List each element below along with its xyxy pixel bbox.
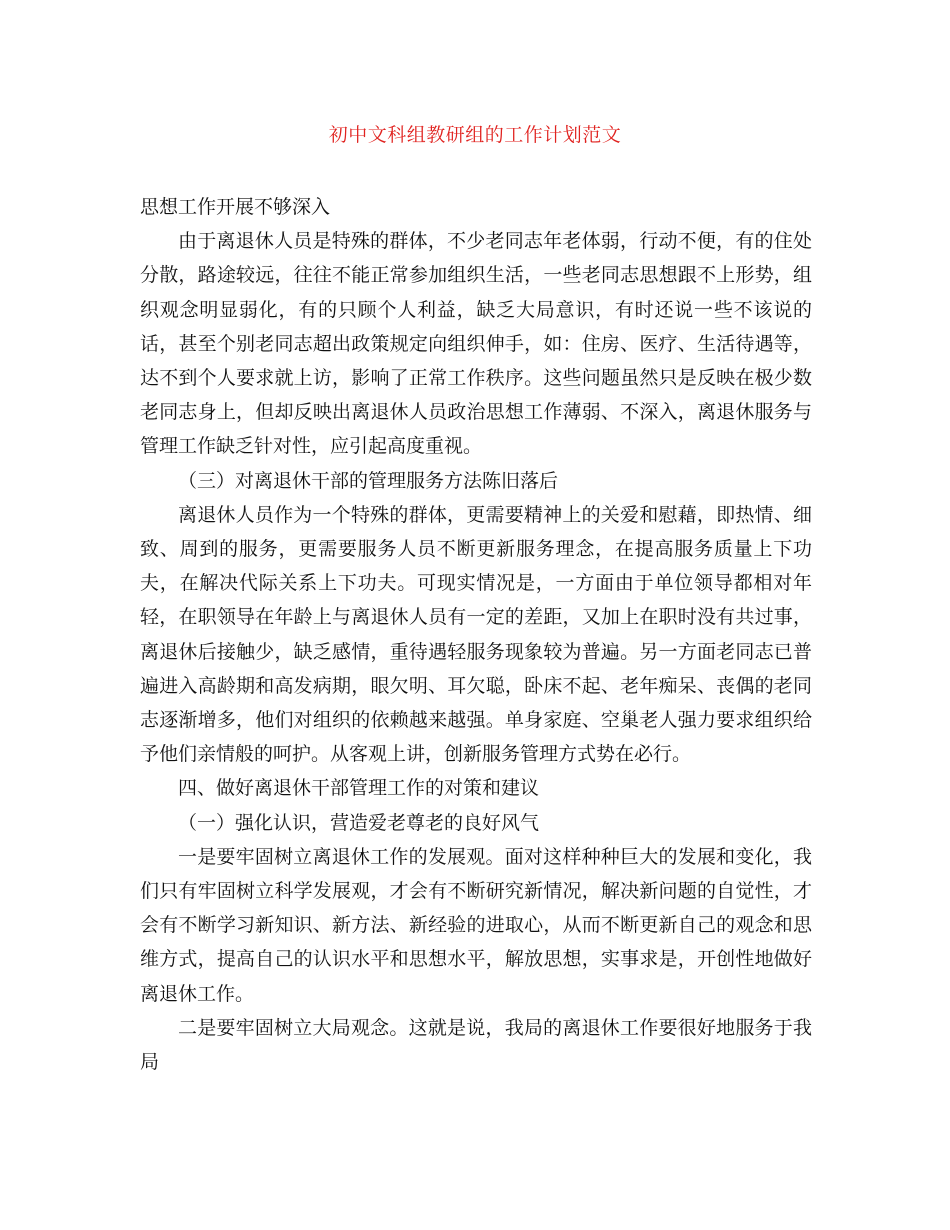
- paragraph: 二是要牢固树立大局观念。这就是说，我局的离退休工作要很好地服务于我局: [140, 1016, 812, 1074]
- paragraph-continuation: 思想工作开展不够深入: [140, 196, 331, 218]
- section-heading: （一）强化认识，营造爱老尊老的良好风气: [178, 811, 540, 834]
- document-title: 初中文科组教研组的工作计划范文: [328, 124, 622, 146]
- paragraph: 离退休人员作为一个特殊的群体，更需要精神上的关爱和慰藉，即热情、细致、周到的服务，更需要服务人员不断更新服务理念，在提高服务质量上下功夫，在解决代际关系上下功夫。可现实情况是，一方面由于单位领导都相对年轻，在职领导在年龄上与离退休人员有一定的差距，又加上在职时没有共过事，离退休后接触少，缺乏感情，重待遇轻服务现象较为普遍。另一方面老同志已普遍进入高龄期和高发病期，眼欠明、耳欠聪，卧床不起、老年痴呆、丧偶的老同志逐渐增多，他们对组织的依赖越来越强。单身家庭、空巢老人强力要求组织给予他们亲情般的呵护。从客观上讲，创新服务管理方式势在必行。: [140, 503, 812, 766]
- section-heading: 四、做好离退休干部管理工作的对策和建议: [178, 777, 540, 800]
- document-body: [140, 190, 812, 1079]
- paragraph: 一是要牢固树立离退休工作的发展观。面对这样种种巨大的发展和变化，我们只有牢固树立科学发展观，才会有不断研究新情况，解决新问题的自觉性，才会有不断学习新知识、新方法、新经验的进取心，从而不断更新自己的观念和思维方式，提高自己的认识水平和思想水平，解放思想，实事求是，开创性地做好离退休工作。: [140, 845, 812, 1005]
- section-heading: （三）对离退休干部的管理服务方法陈旧落后: [178, 469, 559, 492]
- paragraph: 由于离退休人员是特殊的群体，不少老同志年老体弱，行动不便，有的住处分散，路途较远，往往不能正常参加组织生活，一些老同志思想跟不上形势，组织观念明显弱化，有的只顾个人利益，缺乏大局意识，有时还说一些不该说的话，甚至个别老同志超出政策规定向组织伸手，如：住房、医疗、生活待遇等，达不到个人要求就上访，影响了正常工作秩序。这些问题虽然只是反映在极少数老同志身上，但却反映出离退休人员政治思想工作薄弱、不深入，离退休服务与管理工作缺乏针对性，应引起高度重视。: [140, 230, 812, 458]
